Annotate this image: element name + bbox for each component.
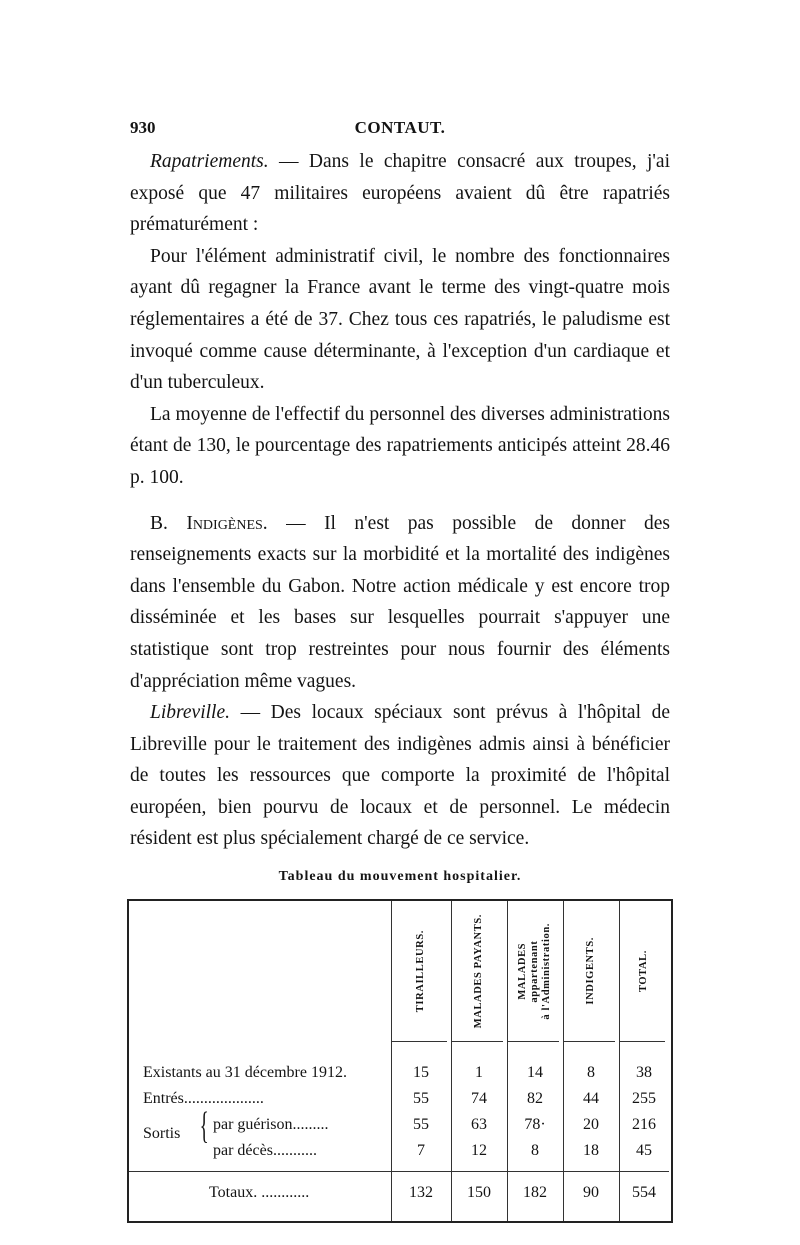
totals-rule: [129, 1171, 669, 1172]
table-cell: MALADES appartenant à l'Administration.: [517, 922, 552, 1020]
paragraph-text: — Dans le chapitre consacré aux troupes, j'ai exposé que 47 militaires européens avaient dû être rapatriés prématurément :: [130, 151, 670, 236]
table-cell: 78·: [524, 1116, 546, 1134]
table-row: [129, 1061, 669, 1087]
table-cell: 55: [413, 1090, 429, 1108]
table-cell: 8: [587, 1064, 595, 1082]
column-header-indigents: [563, 905, 619, 1037]
column-header-tirailleurs: [391, 905, 451, 1037]
paragraph-moyenne: [130, 399, 670, 494]
running-title: CONTAUT.: [354, 118, 446, 137]
table-cell: 554: [632, 1184, 656, 1202]
hospital-movement-table: [127, 899, 673, 1223]
paragraph-rapatriements: [130, 146, 670, 241]
table-cell: 45: [636, 1142, 652, 1160]
paragraph-indigenes: [130, 508, 670, 698]
table-cell: 132: [409, 1184, 433, 1202]
running-header: [130, 112, 670, 146]
column-header-malades-payants: [451, 905, 507, 1037]
totals-row: [129, 1181, 669, 1207]
table-cell: TOTAL.: [638, 950, 649, 993]
page-number: 930: [130, 118, 156, 137]
table-cell: 38: [636, 1064, 652, 1082]
table-cell: 18: [583, 1142, 599, 1160]
row-label: par guérison.........: [213, 1116, 329, 1134]
sortis-label: Sortis: [143, 1125, 181, 1143]
table-cell: INDIGENTS.: [585, 937, 596, 1005]
table-cell: 15: [413, 1064, 429, 1082]
row-label: par décès...........: [213, 1142, 317, 1160]
table-row: [129, 1139, 669, 1165]
row-label: Entrés....................: [143, 1090, 264, 1108]
table-cell: 74: [471, 1090, 487, 1108]
page: [130, 112, 670, 1223]
header-rule: [507, 1041, 559, 1042]
table-cell: 20: [583, 1116, 599, 1134]
table-cell: 82: [527, 1090, 543, 1108]
table-cell: 14: [527, 1064, 543, 1082]
brace: {: [199, 1105, 209, 1148]
table-cell: 150: [467, 1184, 491, 1202]
table-cell: 216: [632, 1116, 656, 1134]
table-row: [129, 1087, 669, 1113]
header-rule: [391, 1041, 447, 1042]
table-cell: 1: [475, 1064, 483, 1082]
table-cell: TIRAILLEURS.: [415, 929, 426, 1013]
paragraph-lead: B. Indigènes.: [150, 512, 268, 534]
column-header-total: [619, 905, 669, 1037]
row-label: Existants au 31 décembre 1912.: [143, 1064, 347, 1082]
header-rule: [619, 1041, 665, 1042]
paragraph-text: — Des locaux spéciaux sont prévus à l'hôpital de Libreville pour le traitement des indigènes admis ainsi à bénéficier de toutes les ressources que comporte la proximité de l'hôpital européen, bien pourvu de locaux et de personnel. Le médecin résident est plus spécialement chargé de ce service.: [130, 702, 670, 850]
table-title: Tableau du mouvement hospitalier.: [278, 869, 522, 885]
table-cell: 55: [413, 1116, 429, 1134]
paragraph-text: Pour l'élément administratif civil, le nombre des fonctionnaires ayant dû regagner la France avant le terme des vingt-quatre mois réglementaires a été de 37. Chez tous ces rapatriés, le paludisme est invoqué comme cause déterminante, à l'exception d'un cardiaque et d'un tuberculeux.: [130, 245, 670, 394]
table-cell: 182: [523, 1184, 547, 1202]
paragraph-text: La moyenne de l'effectif du personnel des diverses administrations étant de 130, le pourcentage des rapatriements anticipés atteint 28.46 p. 100.: [130, 403, 670, 488]
paragraph-lead: Libreville.: [150, 702, 230, 724]
table-cell: 7: [417, 1142, 425, 1160]
table-cell: 90: [583, 1184, 599, 1202]
header-rule: [563, 1041, 615, 1042]
table-cell: MALADES PAYANTS.: [473, 913, 484, 1029]
paragraph-administratif: [130, 241, 670, 399]
table-cell: 255: [632, 1090, 656, 1108]
paragraph-text: — Il n'est pas possible de donner des renseignements exacts sur la morbidité et la mortalité des indigènes dans l'ensemble du Gabon. Notre action médicale y est encore trop disséminée et les bases sur lesquelles pourrait s'appuyer une statistique sont trop restreintes pour nous fournir des éléments d'appréciation même vagues.: [130, 512, 670, 692]
table-cell: 44: [583, 1090, 599, 1108]
table-cell: 8: [531, 1142, 539, 1160]
table-cell: 12: [471, 1142, 487, 1160]
paragraph-libreville: [130, 697, 670, 855]
paragraph-lead: Rapatriements.: [150, 151, 269, 172]
column-header-malades-administration: [507, 905, 563, 1037]
header-rule: [451, 1041, 503, 1042]
table-cell: 63: [471, 1116, 487, 1134]
totals-label: Totaux. ............: [209, 1184, 310, 1202]
table-row: [129, 1113, 669, 1139]
